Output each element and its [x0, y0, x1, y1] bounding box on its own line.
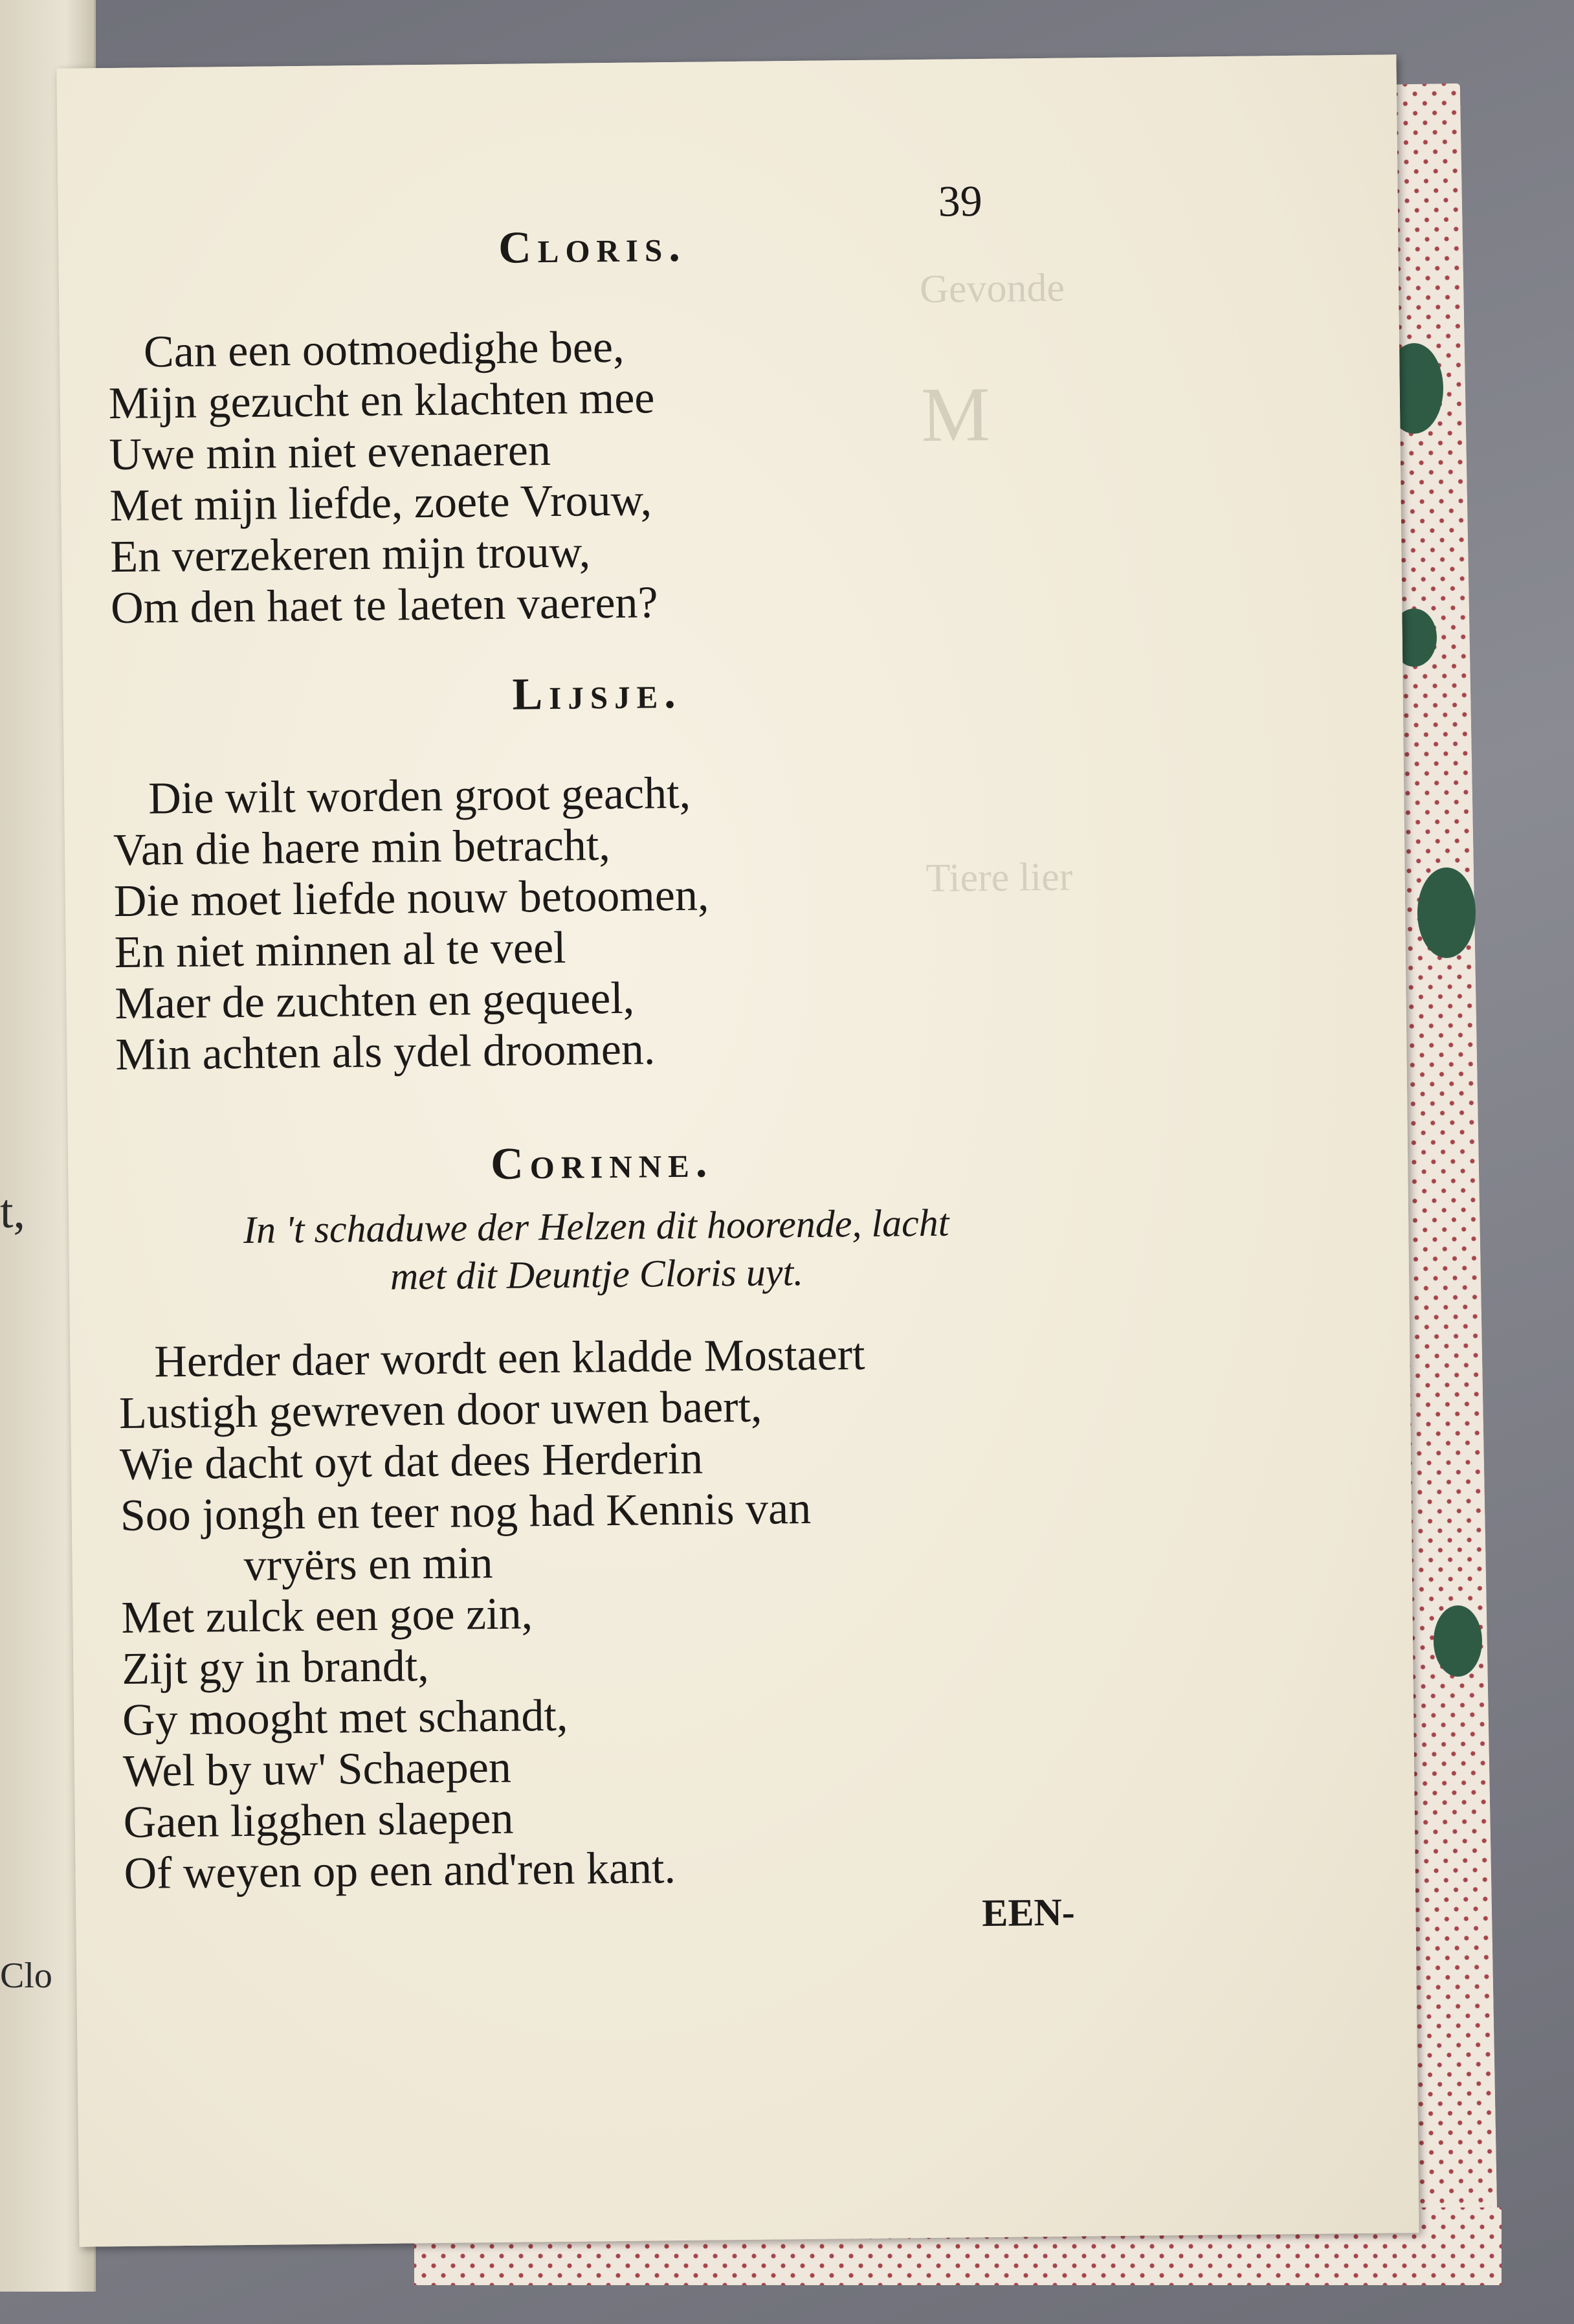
cover-ornament	[1417, 867, 1476, 958]
page-number: 39	[938, 175, 983, 226]
verse-line: Zijt gy in brandt,	[121, 1641, 430, 1695]
stage-direction-line: In 't schaduwe der Helzen dit hoorende, lacht	[243, 1201, 949, 1252]
speaker-heading-corinne: Corinne.	[490, 1137, 714, 1189]
verse-line: Met zulck een goe zin,	[121, 1589, 533, 1644]
stage-direction	[117, 1198, 1076, 1303]
verse-line: Gy mooght met schandt,	[122, 1690, 568, 1746]
book-page	[56, 54, 1419, 2246]
speaker-heading-lijsje: Lijsje.	[512, 667, 683, 720]
verse-line: Min achten als ydel droomen.	[115, 1024, 656, 1080]
verse-line: En verzekeren mijn trouw,	[109, 527, 591, 583]
verse-line: vryërs en min	[243, 1538, 493, 1591]
stanza-corinne	[118, 1327, 1082, 1899]
verse-line: Maer de zuchten en gequeel,	[115, 973, 635, 1029]
show-through-text: M	[920, 370, 991, 458]
verse-line: Gaen ligghen slaepen	[123, 1793, 514, 1848]
verse-line: Soo jongh en teer nog had Kennis van	[120, 1483, 812, 1541]
verse-line: En niet minnen al te veel	[114, 922, 566, 978]
verse-line: Van die haere min betracht,	[113, 820, 611, 876]
verse-line: Of weyen op een and'ren kant.	[124, 1843, 676, 1899]
verse-line: Uwe min niet evenaeren	[109, 425, 551, 480]
cover-ornament	[1434, 1605, 1482, 1677]
stage-direction-line: met dit Deuntje Cloris uyt.	[390, 1250, 804, 1298]
verse-line: Die moet liefde nouw betoomen,	[113, 870, 709, 927]
stanza-cloris	[108, 317, 1069, 634]
verse-line: Wel by uw' Schaepen	[122, 1742, 512, 1796]
show-through-text: Tiere lier	[926, 855, 1073, 900]
verse-line: Lustigh gewreven door uwen baert,	[118, 1381, 762, 1439]
verse-line: Die wilt worden groot geacht,	[148, 768, 691, 824]
verse-line: Met mijn liefde, zoete Vrouw,	[109, 475, 652, 531]
stanza-lijsje	[113, 764, 1074, 1080]
show-through-text: Gevonde	[919, 265, 1065, 311]
catchword: EEN-	[982, 1890, 1076, 1935]
verse-line: Herder daer wordt een kladde Mostaert	[153, 1329, 865, 1387]
verse-line: Wie dacht oyt dat dees Herderin	[119, 1433, 704, 1490]
verse-line: Can een ootmoedighe bee,	[143, 322, 625, 377]
speaker-heading-cloris: Cloris.	[498, 221, 687, 273]
verse-line: Om den haet te laeten vaeren?	[110, 577, 658, 634]
left-page-fragment: Clo	[0, 1956, 52, 1996]
verse-line: Mijn gezucht en klachten mee	[108, 373, 655, 429]
left-page-fragment: t,	[0, 1185, 26, 1238]
